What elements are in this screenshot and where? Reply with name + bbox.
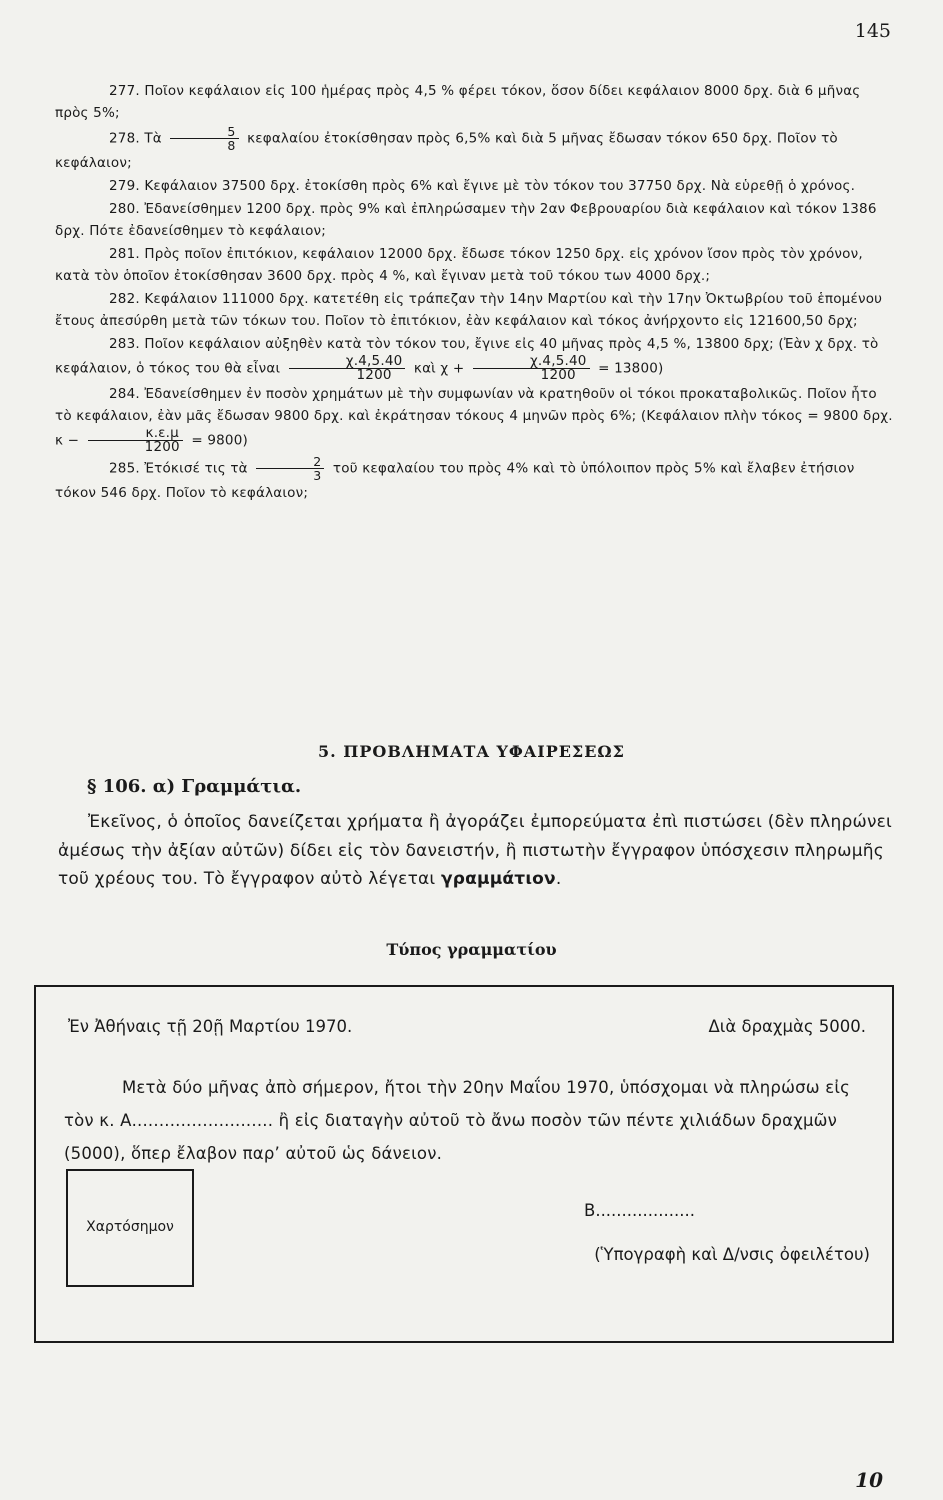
fraction-denominator: 3	[313, 468, 322, 483]
problem-283-post: = 13800)	[598, 360, 664, 377]
signature-mark: 10	[855, 1468, 883, 1492]
note-place-date: Ἐν Ἀθήναις τῇ 20ῇ Μαρτίου 1970.	[68, 1017, 353, 1036]
revenue-stamp-box	[66, 1169, 194, 1287]
promissory-note-form	[34, 985, 894, 1343]
note-body	[64, 1071, 864, 1170]
problem-283-mid: καὶ χ +	[413, 360, 465, 377]
problem-278-post: κεφαλαίου ἐτοκίσθησαν πρὸς 6,5% καὶ διὰ 5 μῆνας ἔδωσαν τόκον 650 δρχ. Ποῖον τὸ κεφάλαιον;	[55, 130, 838, 171]
fraction-numerator: 2	[256, 455, 324, 469]
problem-277	[55, 80, 895, 124]
problem-282-text: 282. Κεφάλαιον 111000 δρχ. κατετέθη εἰς τράπεζαν τὴν 14ην Μαρτίου καὶ τὴν 17ην Ὀκτωβρίου τοῦ ἑπομένου ἔτους ἀπεσύρθη μετὰ τῶν τόκων του. Ποῖον τὸ ἐπιτόκιον, ἐὰν κεφάλαιον καὶ τόκος ἀνήρχοντο εἰς 121600,50 δρχ;	[55, 291, 883, 329]
fraction-five-eighths	[170, 125, 238, 152]
section-title: 5. ΠΡΟΒΛΗΜΑΤΑ ΥΦΑΙΡΕΣΕΩΣ	[318, 742, 625, 761]
definition-end: .	[555, 869, 562, 889]
problem-285-pre: 285. Ἐτόκισέ τις τὰ	[109, 460, 248, 477]
problem-283	[55, 333, 895, 382]
fraction-denominator: 1200	[356, 367, 392, 383]
problem-278-pre: 278. Τὰ	[109, 130, 162, 147]
definition-text: Ἐκεῖνος, ὁ ὁποῖος δανείζεται χρήματα ἢ ἀγοράζει ἐμπορεύματα ἐπὶ πιστώσει (δὲν πληρώνει ἀμέσως τὴν ἀξίαν αὐτῶν) δίδει εἰς τὸν δανειστήν, ἢ πιστωτὴν ἔγγραφον ὑπόσχεσιν πληρωμῆς τοῦ χρέους του. Τὸ ἔγγραφον αὐτὸ λέγεται	[58, 812, 892, 889]
problem-279-text: 279. Κεφάλαιον 37500 δρχ. ἐτοκίσθη πρὸς 6% καὶ ἔγινε μὲ τὸν τόκον του 37750 δρχ. Νὰ εὑρεθῇ ὁ χρόνος.	[109, 178, 856, 194]
fraction-numerator: κ.ε.μ	[88, 427, 183, 441]
problem-278	[55, 125, 895, 174]
problem-279	[55, 175, 895, 197]
fraction-denominator: 1200	[540, 367, 576, 383]
problem-281-text: 281. Πρὸς ποῖον ἐπιτόκιον, κεφάλαιον 12000 δρχ. ἔδωσε τόκον 1250 δρχ. εἰς χρόνον ἴσον πρὸς τὸν χρόνον, κατὰ τὸν ὁποῖον ἐτοκίσθησαν 3600 δρχ. πρὸς 4 %, καὶ ἔγιναν μετὰ τοῦ τόκου των 4000 δρχ.;	[55, 246, 863, 284]
fraction-discount-formula	[88, 427, 183, 454]
page-number: 145	[854, 20, 891, 42]
signature-caption: (Ὑπογραφὴ καὶ Δ/νσις ὀφειλέτου)	[594, 1245, 870, 1264]
problem-list	[55, 80, 895, 505]
problem-283-pre: 283. Ποῖον κεφάλαιον αὐξηθὲν κατὰ τὸν τόκον του, ἔγινε εἰς 40 μῆνας πρὸς 4,5 %, 13800 δρχ; (Ἐὰν χ δρχ. τὸ κεφάλαιον, ὁ τόκος του θὰ εἶναι	[55, 336, 879, 377]
paragraph-heading: § 106. α) Γραμμάτια.	[87, 776, 302, 797]
fraction-interest-formula	[289, 355, 406, 382]
problem-281	[55, 243, 895, 287]
fraction-interest-formula-2	[473, 355, 590, 382]
fraction-denominator: 1200	[144, 439, 180, 455]
fraction-numerator: 5	[170, 125, 238, 139]
problem-284-pre: 284. Ἐδανείσθημεν ἐν ποσὸν χρημάτων μὲ τὴν συμφωνίαν νὰ κρατηθοῦν οἱ τόκοι προκαταβολικῶς. Ποῖον ἦτο τὸ κεφάλαιον, ἐὰν μᾶς ἔδωσαν 9800 δρχ. καὶ ἐκράτησαν τόκους 4 μηνῶν πρὸς 6%; (Κεφάλαιον πλὴν τόκος = 9800 δρχ. κ −	[55, 386, 893, 449]
defined-term: γραμμάτιον	[440, 869, 556, 889]
signer-line: Β...................	[584, 1201, 695, 1220]
problem-285	[55, 455, 895, 504]
fraction-two-thirds	[256, 455, 324, 482]
problem-280-text: 280. Ἐδανείσθημεν 1200 δρχ. πρὸς 9% καὶ ἐπληρώσαμεν τὴν 2αν Φεβρουαρίου διὰ κεφάλαιον καὶ τόκον 1386 δρχ. Πότε ἐδανείσθημεν τὸ κεφάλαιον;	[55, 201, 877, 239]
note-amount: Διὰ δραχμὰς 5000.	[708, 1017, 866, 1036]
problem-284-post: = 9800)	[191, 432, 248, 449]
promissory-note-definition	[58, 808, 898, 894]
fraction-numerator: χ.4,5.40	[289, 355, 406, 369]
stamp-label: Χαρτόσημον	[86, 1219, 174, 1235]
problem-280	[55, 198, 895, 242]
fraction-numerator: χ.4,5.40	[473, 355, 590, 369]
problem-284	[55, 383, 895, 454]
fraction-denominator: 8	[227, 138, 236, 153]
note-body-text: Μετὰ δύο μῆνας ἀπὸ σήμερον, ἤτοι τὴν 20ην Μαΐου 1970, ὑπόσχομαι νὰ πληρώσω εἰς τὸν κ. Α.......................... ἢ εἰς διαταγὴν αὐτοῦ τὸ ἄνω ποσὸν τῶν πέντε χιλιάδων δραχμῶν (5000), ὅπερ ἔλαβον παρ’ αὐτοῦ ὡς δάνειον.	[64, 1078, 851, 1163]
problem-285-post: τοῦ κεφαλαίου του πρὸς 4% καὶ τὸ ὑπόλοιπον πρὸς 5% καὶ ἔλαβεν ἐτήσιον τόκον 546 δρχ. Ποῖον τὸ κεφάλαιον;	[55, 460, 855, 501]
problem-277-text: 277. Ποῖον κεφάλαιον εἰς 100 ἡμέρας πρὸς 4,5 % φέρει τόκον, ὅσον δίδει κεφάλαιον 8000 δρχ. διὰ 6 μῆνας πρὸς 5%;	[55, 83, 861, 121]
note-type-heading: Τύπος γραμματίου	[386, 940, 557, 959]
problem-282	[55, 288, 895, 332]
